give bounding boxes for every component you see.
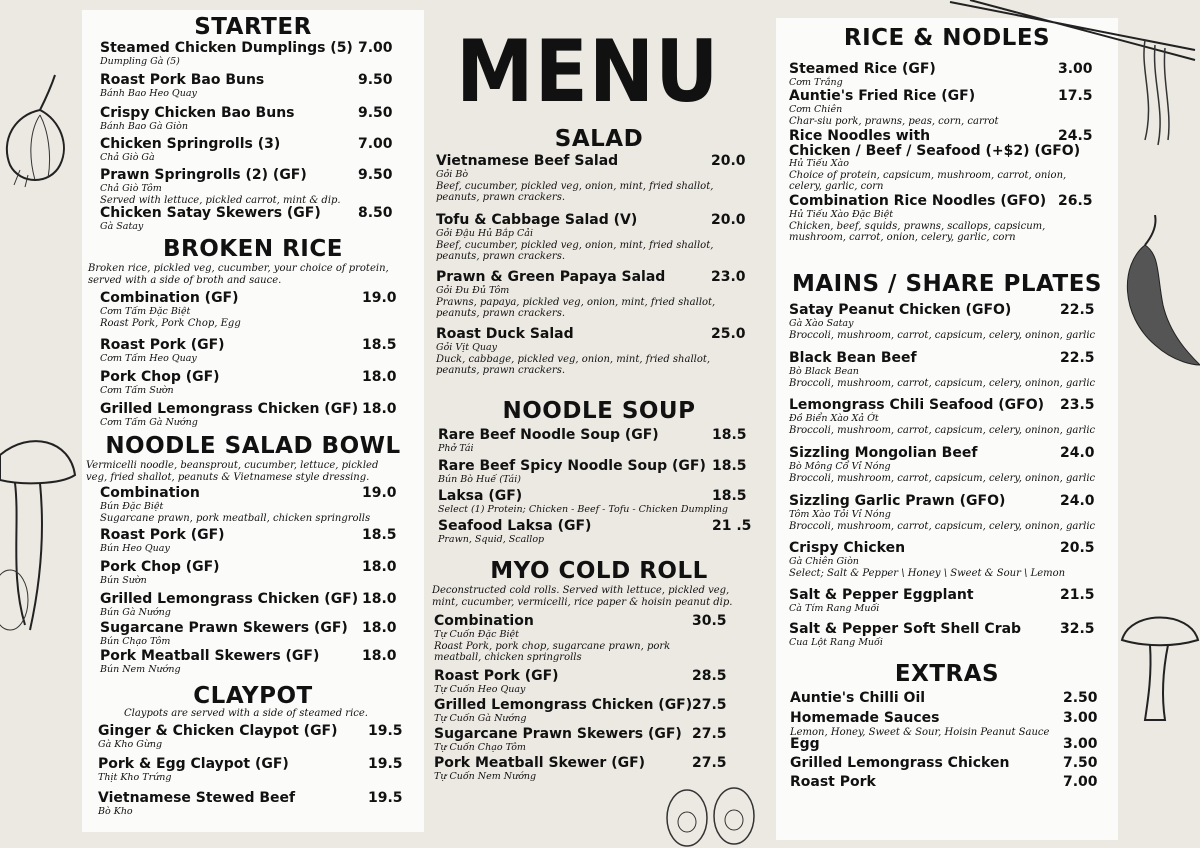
menu-item-name: Pork Meatball Skewer (GF) — [434, 755, 646, 771]
menu-item-name: Chicken / Beef / Seafood (+$2) (GFO) — [789, 143, 1081, 159]
menu-item-vietnamese-name: Bún Gà Nướng — [100, 607, 171, 618]
menu-item-name: Prawn Springrolls (2) (GF) — [100, 167, 307, 183]
menu-title: MENU — [456, 22, 720, 122]
menu-item-vietnamese-name: Hủ Tiếu Xào Đặc Biệt — [789, 209, 894, 220]
chili-illustration — [1115, 215, 1200, 375]
menu-item-vietnamese-name: Chả Giò Gà — [100, 152, 155, 163]
menu-item-name: Seafood Laksa (GF) — [438, 518, 592, 534]
menu-item-name: Steamed Chicken Dumplings (5) — [100, 40, 353, 56]
cold-roll-heading: MYO COLD ROLL — [490, 558, 708, 584]
menu-item-price: 22.5 — [1060, 302, 1095, 318]
menu-item-vietnamese-name: Cơm Tấm Sườn — [100, 385, 174, 396]
menu-item-price: 19.5 — [368, 756, 403, 772]
menu-item-vietnamese-name: Tôm Xào Tỏi Vỉ Nóng — [789, 509, 891, 520]
menu-item-name: Vietnamese Stewed Beef — [98, 790, 296, 806]
cold-roll-intro: mint, cucumber, vermicelli, rice paper & hoisin peanut dip. — [432, 597, 733, 608]
menu-item-vietnamese-name: Tự Cuốn Đặc Biệt — [434, 629, 519, 640]
menu-item-price: 19.0 — [362, 290, 397, 306]
menu-item-vietnamese-name: Gà Satay — [100, 221, 144, 232]
menu-item-name: Sugarcane Prawn Skewers (GF) — [100, 620, 348, 636]
menu-item-vietnamese-name: Select (1) Protein; Chicken - Beef - Tofu - Chicken Dumpling — [438, 504, 728, 515]
menu-item-price: 9.50 — [358, 167, 393, 183]
menu-item-vietnamese-name: Dumpling Gà (5) — [100, 56, 180, 67]
menu-item-price: 3.00 — [1063, 736, 1098, 752]
menu-item-price: 24.0 — [1060, 445, 1095, 461]
menu-item-vietnamese-name: Gỏi Bò — [436, 169, 469, 180]
menu-item-name: Crispy Chicken Bao Buns — [100, 105, 295, 121]
menu-item-description: peanuts, prawn crackers. — [436, 192, 566, 203]
menu-item-vietnamese-name: Bánh Bao Gà Giòn — [100, 121, 189, 132]
menu-item-vietnamese-name: Cơm Chiên — [789, 104, 843, 115]
menu-item-description: peanuts, prawn crackers. — [436, 365, 566, 376]
menu-item-name: Rice Noodles with — [789, 128, 931, 144]
broken-rice-intro: Broken rice, pickled veg, cucumber, your choice of protein, — [88, 263, 389, 274]
menu-item-description: Broccoli, mushroom, carrot, capsicum, celery, oninon, garlic — [789, 330, 1096, 341]
menu-item-vietnamese-name: Bún Đặc Biệt — [100, 501, 164, 512]
menu-item-vietnamese-name: Bún Nem Nướng — [100, 664, 181, 675]
menu-item-name: Auntie's Chilli Oil — [790, 690, 926, 706]
menu-item-name: Salt & Pepper Soft Shell Crab — [789, 621, 1022, 637]
menu-item-price: 20.5 — [1060, 540, 1095, 556]
menu-item-name: Combination — [100, 485, 200, 501]
menu-item-description: Chicken, beef, squids, prawns, scallops, capsicum, — [789, 221, 1046, 232]
menu-item-description: mushroom, carrot, onion, celery, garlic, corn — [789, 232, 1016, 243]
menu-item-price: 18.5 — [362, 337, 397, 353]
menu-item-vietnamese-name: Bún Chạo Tôm — [100, 636, 171, 647]
menu-item-name: Grilled Lemongrass Chicken (GF) — [434, 697, 693, 713]
onion-illustration — [0, 70, 75, 190]
menu-item-vietnamese-name: Tự Cuốn Heo Quay — [434, 684, 526, 695]
menu-item-price: 18.0 — [362, 401, 397, 417]
menu-item-price: 3.00 — [1058, 61, 1093, 77]
menu-item-name: Rare Beef Noodle Soup (GF) — [438, 427, 659, 443]
menu-item-price: 7.00 — [1063, 774, 1098, 790]
menu-item-price: 18.0 — [362, 591, 397, 607]
menu-item-price: 18.0 — [362, 369, 397, 385]
menu-item-description: Lemon, Honey, Sweet & Sour, Hoisin Peanut Sauce — [790, 727, 1050, 738]
menu-item-price: 26.5 — [1058, 193, 1093, 209]
menu-item-description: Broccoli, mushroom, carrot, capsicum, celery, oninon, garlic — [789, 521, 1096, 532]
mushroom-illustration — [0, 425, 80, 635]
menu-item-description: Broccoli, mushroom, carrot, capsicum, celery, oninon, garlic — [789, 378, 1096, 389]
extras-heading: EXTRAS — [894, 661, 1000, 687]
menu-item-price: 20.0 — [711, 212, 746, 228]
menu-item-name: Rare Beef Spicy Noodle Soup (GF) — [438, 458, 706, 474]
menu-item-name: Homemade Sauces — [790, 710, 940, 726]
menu-item-name: Egg — [790, 736, 820, 752]
menu-item-description: Broccoli, mushroom, carrot, capsicum, celery, oninon, garlic — [789, 425, 1096, 436]
menu-item-price: 30.5 — [692, 613, 727, 629]
claypot-heading: CLAYPOT — [193, 683, 313, 709]
menu-item-name: Tofu & Cabbage Salad (V) — [436, 212, 638, 228]
menu-item-price: 3.00 — [1063, 710, 1098, 726]
menu-item-price: 18.5 — [712, 488, 747, 504]
menu-item-vietnamese-name: Tự Cuốn Gà Nướng — [434, 713, 527, 724]
menu-item-name: Sizzling Mongolian Beef — [789, 445, 978, 461]
menu-item-vietnamese-name: Cơm Trắng — [789, 77, 843, 88]
mains-heading: MAINS / SHARE PLATES — [791, 271, 1102, 297]
menu-item-price: 19.5 — [368, 723, 403, 739]
menu-item-description: meatball, chicken springrolls — [434, 652, 582, 663]
noodle-salad-intro: Vermicelli noodle, beansprout, cucumber, lettuce, pickled — [86, 460, 379, 471]
menu-item-vietnamese-name: Tự Cuốn Nem Nướng — [434, 771, 537, 782]
menu-item-name: Grilled Lemongrass Chicken — [790, 755, 1010, 771]
menu-item-description: Select; Salt & Pepper \ Honey \ Sweet & Sour \ Lemon — [789, 568, 1066, 579]
menu-item-name: Laksa (GF) — [438, 488, 523, 504]
menu-item-price: 28.5 — [692, 668, 727, 684]
menu-item-name: Pork Chop (GF) — [100, 559, 220, 575]
menu-item-description: Char-siu pork, prawns, peas, corn, carrot — [789, 116, 999, 127]
menu-item-vietnamese-name: Phở Tái — [438, 443, 474, 454]
menu-item-price: 18.0 — [362, 620, 397, 636]
menu-item-name: Roast Pork (GF) — [100, 527, 225, 543]
menu-item-description: peanuts, prawn crackers. — [436, 251, 566, 262]
menu-item-vietnamese-name: Bún Bò Huế (Tái) — [438, 474, 521, 485]
menu-item-name: Vietnamese Beef Salad — [436, 153, 619, 169]
menu-item-name: Roast Pork (GF) — [100, 337, 225, 353]
menu-item-price: 23.0 — [711, 269, 746, 285]
menu-item-vietnamese-name: Tự Cuốn Chạo Tôm — [434, 742, 526, 753]
menu-item-price: 25.0 — [711, 326, 746, 342]
menu-item-vietnamese-name: Bò Mông Cổ Vỉ Nóng — [789, 461, 891, 472]
broken-rice-heading: BROKEN RICE — [163, 236, 343, 262]
eggs-illustration — [662, 778, 762, 848]
menu-item-name: Grilled Lemongrass Chicken (GF) — [100, 591, 359, 607]
menu-item-name: Pork Meatball Skewers (GF) — [100, 648, 320, 664]
menu-item-description: Served with lettuce, pickled carrot, mint & dip. — [100, 195, 341, 206]
menu-item-vietnamese-name: Chả Giò Tôm — [100, 183, 162, 194]
menu-item-name: Steamed Rice (GF) — [789, 61, 936, 77]
menu-item-description: Beef, cucumber, pickled veg, onion, mint, fried shallot, — [436, 181, 714, 192]
menu-item-vietnamese-name: Bò Black Bean — [789, 366, 859, 377]
menu-item-vietnamese-name: Cơm Tấm Đặc Biệt — [100, 306, 191, 317]
menu-item-price: 18.0 — [362, 559, 397, 575]
menu-item-name: Sugarcane Prawn Skewers (GF) — [434, 726, 682, 742]
menu-item-description: Prawns, papaya, pickled veg, onion, mint, fried shallot, — [436, 297, 716, 308]
menu-item-description: Roast Pork, Pork Chop, Egg — [100, 318, 241, 329]
cold-roll-intro: Deconstructed cold rolls. Served with lettuce, pickled veg, — [432, 585, 730, 596]
starter-heading: STARTER — [194, 14, 312, 40]
menu-item-vietnamese-name: Bún Sườn — [100, 575, 147, 586]
menu-item-price: 27.5 — [692, 726, 727, 742]
menu-item-name: Prawn & Green Papaya Salad — [436, 269, 666, 285]
menu-item-name: Combination Rice Noodles (GFO) — [789, 193, 1047, 209]
menu-item-price: 21.5 — [1060, 587, 1095, 603]
menu-item-price: 27.5 — [692, 697, 727, 713]
menu-item-description: Duck, cabbage, pickled veg, onion, mint, fried shallot, — [436, 354, 711, 365]
menu-item-vietnamese-name: Gỏi Vịt Quay — [436, 342, 498, 353]
menu-item-vietnamese-name: Gỏi Đậu Hủ Bắp Cải — [436, 228, 533, 239]
menu-item-vietnamese-name: Gỏi Đu Đủ Tôm — [436, 285, 510, 296]
menu-item-vietnamese-name: Bánh Bao Heo Quay — [100, 88, 197, 99]
menu-item-name: Pork Chop (GF) — [100, 369, 220, 385]
menu-item-vietnamese-name: Bún Heo Quay — [100, 543, 170, 554]
menu-item-price: 18.5 — [362, 527, 397, 543]
menu-item-price: 32.5 — [1060, 621, 1095, 637]
noodle-salad-intro: veg, fried shallot, peanuts & Vietnamese style dressing. — [86, 472, 370, 483]
menu-item-vietnamese-name: Gà Chiên Giòn — [789, 556, 859, 567]
menu-item-name: Auntie's Fried Rice (GF) — [789, 88, 976, 104]
menu-item-price: 9.50 — [358, 105, 393, 121]
menu-item-vietnamese-name: Cua Lột Rang Muối — [789, 637, 883, 648]
menu-item-name: Crispy Chicken — [789, 540, 906, 556]
claypot-intro: Claypots are served with a side of steamed rice. — [124, 708, 368, 719]
menu-item-vietnamese-name: Thịt Kho Trứng — [98, 772, 172, 783]
menu-item-vietnamese-name: Cơm Tấm Heo Quay — [100, 353, 197, 364]
menu-item-name: Chicken Satay Skewers (GF) — [100, 205, 321, 221]
menu-item-description: Choice of protein, capsicum, mushroom, carrot, onion, — [789, 170, 1067, 181]
menu-item-price: 27.5 — [692, 755, 727, 771]
menu-item-name: Roast Pork — [790, 774, 876, 790]
menu-item-name: Combination (GF) — [100, 290, 239, 306]
menu-item-price: 22.5 — [1060, 350, 1095, 366]
menu-item-name: Combination — [434, 613, 534, 629]
menu-item-name: Lemongrass Chili Seafood (GFO) — [789, 397, 1045, 413]
menu-item-name: Roast Duck Salad — [436, 326, 574, 342]
menu-item-price: 7.00 — [358, 136, 393, 152]
menu-item-price: 17.5 — [1058, 88, 1093, 104]
menu-item-name: Sizzling Garlic Prawn (GFO) — [789, 493, 1006, 509]
menu-item-price: 18.5 — [712, 458, 747, 474]
rice-noodles-heading: RICE & NODLES — [843, 25, 1051, 51]
menu-item-vietnamese-name: Gà Kho Gừng — [98, 739, 163, 750]
menu-item-price: 8.50 — [358, 205, 393, 221]
menu-item-name: Roast Pork Bao Buns — [100, 72, 265, 88]
menu-item-name: Chicken Springrolls (3) — [100, 136, 281, 152]
noodle-salad-heading: NOODLE SALAD BOWL — [105, 433, 401, 459]
menu-item-price: 9.50 — [358, 72, 393, 88]
mushroom-right-illustration — [1120, 605, 1200, 725]
menu-item-description: Beef, cucumber, pickled veg, onion, mint, fried shallot, — [436, 240, 714, 251]
menu-item-name: Black Bean Beef — [789, 350, 917, 366]
menu-item-description: celery, garlic, corn — [789, 181, 884, 192]
menu-item-name: Salt & Pepper Eggplant — [789, 587, 974, 603]
menu-item-price: 20.0 — [711, 153, 746, 169]
menu-item-price: 18.0 — [362, 648, 397, 664]
menu-item-vietnamese-name: Prawn, Squid, Scallop — [438, 534, 545, 545]
menu-item-vietnamese-name: Bò Kho — [98, 806, 133, 817]
menu-item-price: 23.5 — [1060, 397, 1095, 413]
menu-item-description: Roast Pork, pork chop, sugarcane prawn, pork — [434, 641, 671, 652]
menu-item-description: Broccoli, mushroom, carrot, capsicum, celery, oninon, garlic — [789, 473, 1096, 484]
menu-item-price: 7.50 — [1063, 755, 1098, 771]
menu-item-price: 21 .5 — [712, 518, 752, 534]
menu-item-price: 7.00 — [358, 40, 393, 56]
menu-item-vietnamese-name: Cơm Tấm Gà Nướng — [100, 417, 198, 428]
menu-item-vietnamese-name: Cà Tím Rang Muối — [789, 603, 880, 614]
menu-item-vietnamese-name: Hủ Tiếu Xào — [789, 158, 849, 169]
noodle-soup-heading: NOODLE SOUP — [502, 398, 696, 424]
menu-item-name: Pork & Egg Claypot (GF) — [98, 756, 289, 772]
menu-item-price: 24.0 — [1060, 493, 1095, 509]
menu-item-vietnamese-name: Gà Xào Satay — [789, 318, 854, 329]
menu-item-price: 18.5 — [712, 427, 747, 443]
salad-heading: SALAD — [554, 126, 644, 152]
menu-item-name: Grilled Lemongrass Chicken (GF) — [100, 401, 359, 417]
menu-item-name: Satay Peanut Chicken (GFO) — [789, 302, 1012, 318]
menu-item-description: peanuts, prawn crackers. — [436, 308, 566, 319]
menu-item-name: Ginger & Chicken Claypot (GF) — [98, 723, 338, 739]
menu-item-price: 19.0 — [362, 485, 397, 501]
broken-rice-intro: served with a side of broth and sauce. — [88, 275, 282, 286]
menu-item-name: Roast Pork (GF) — [434, 668, 559, 684]
menu-item-price: 19.5 — [368, 790, 403, 806]
menu-item-description: Sugarcane prawn, pork meatball, chicken springrolls — [100, 513, 371, 524]
menu-item-price: 2.50 — [1063, 690, 1098, 706]
menu-item-price: 24.5 — [1058, 128, 1093, 144]
menu-item-vietnamese-name: Đồ Biển Xào Xả Ớt — [789, 413, 879, 424]
